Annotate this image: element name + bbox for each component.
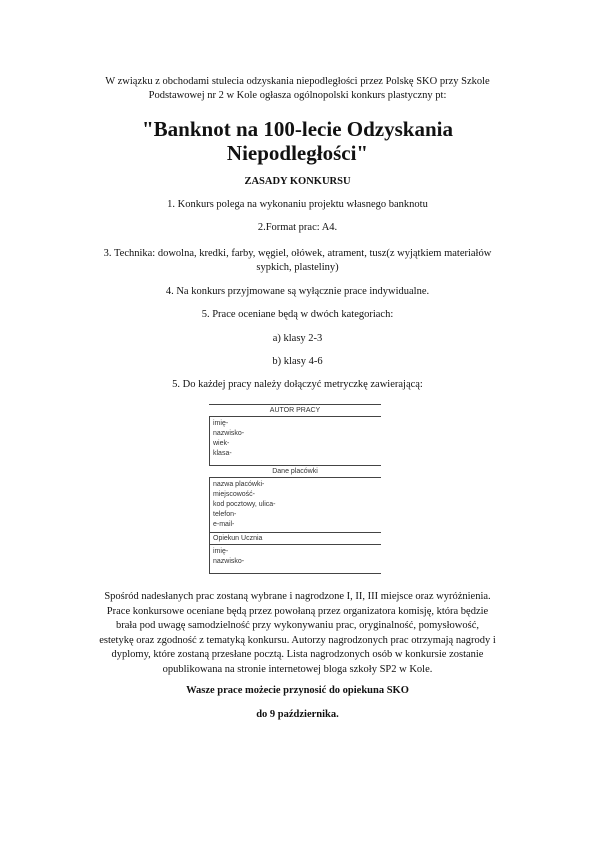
form-field: nazwisko- — [213, 430, 245, 437]
form-field: kod pocztowy, ulica- — [213, 501, 276, 508]
form-field: e-mail- — [213, 521, 235, 528]
title-line-2: Niepodległości" — [226, 141, 369, 165]
rule-4: 4. Na konkurs przyjmowane są wyłącznie prace indywidualne. — [165, 286, 430, 297]
paragraph-line: Spośród nadesłanych prac zostaną wybrane i nagrodzone I, II, III miejsce oraz wyróżnienia. — [104, 591, 491, 602]
deadline-note: do 9 października. — [256, 709, 339, 720]
form-field: imię- — [213, 548, 229, 555]
paragraph-line: dyplomy, które zostaną przesłane pocztą. Lista nagrodzonych osób w konkursie zostanie — [111, 649, 484, 660]
category-a: a) klasy 2-3 — [272, 333, 323, 344]
contest-title — [90, 117, 505, 165]
form-field: klasa- — [213, 450, 232, 457]
intro-line-1: W związku z obchodami stulecia odzyskania niepodległości przez Polskę SKO przy Szkole — [105, 76, 490, 87]
intro-line-2: Podstawowej nr 2 w Kole ogłasza ogólnopolski konkurs plastyczny pt: — [148, 90, 447, 101]
intro-text — [60, 75, 535, 103]
form-field: miejscowość- — [213, 491, 256, 498]
form-school-heading: Dane placówki — [209, 465, 381, 478]
form-field: nazwa placówki- — [213, 481, 265, 488]
form-field: wiek- — [213, 440, 230, 447]
title-line-1: "Banknot na 100-lecie Odzyskania — [142, 117, 453, 141]
rule-5: 5. Prace oceniane będą w dwóch kategoriach: — [201, 309, 394, 320]
paragraph-line: opublikowana na stronie internetowej bloga szkoły SP2 w Kole. — [162, 663, 433, 675]
rule-2: 2.Format prac: A4. — [257, 222, 338, 233]
form-school-fields — [209, 478, 381, 533]
form-field: imię- — [213, 420, 229, 427]
rule-1: 1. Konkurs polega na wykonaniu projektu własnego banknotu — [167, 199, 428, 210]
form-field: telefon- — [213, 511, 237, 518]
submission-note: Wasze prace możecie przynosić do opiekuna SKO — [186, 685, 409, 696]
form-tutor-fields — [209, 545, 381, 574]
rule-3 — [70, 247, 525, 275]
rule-3-line-2: sypkich, plasteliny) — [256, 262, 339, 273]
rule-3-line-1: 3. Technika: dowolna, kredki, farby, węgiel, ołówek, atrament, tusz(z wyjątkiem materiałów — [103, 248, 492, 259]
category-b: b) klasy 4-6 — [272, 356, 323, 367]
form-field: nazwisko- — [213, 558, 245, 565]
rules-heading: ZASADY KONKURSU — [244, 176, 351, 187]
paragraph-line: estetykę oraz zgodność z tematyką konkursu. Autorzy nagrodzonych prac otrzymają nagrody i — [99, 634, 496, 646]
form-tutor-heading: Opiekun Ucznia — [209, 533, 381, 545]
form-author-fields — [209, 417, 381, 465]
evaluation-paragraph — [62, 590, 533, 677]
rule-metryczka: 5. Do każdej pracy należy dołączyć metryczkę zawierającą: — [172, 379, 423, 390]
paragraph-line: brała pod uwagę samodzielność przy wykonywaniu prac, oryginalność, pomysłowość, — [115, 620, 480, 631]
form-author-heading: AUTOR PRACY — [209, 404, 381, 417]
paragraph-line: Prace konkursowe oceniane będą przez powołaną przez organizatora komisję, która będzie — [106, 605, 489, 617]
metryczka-form — [209, 404, 381, 574]
